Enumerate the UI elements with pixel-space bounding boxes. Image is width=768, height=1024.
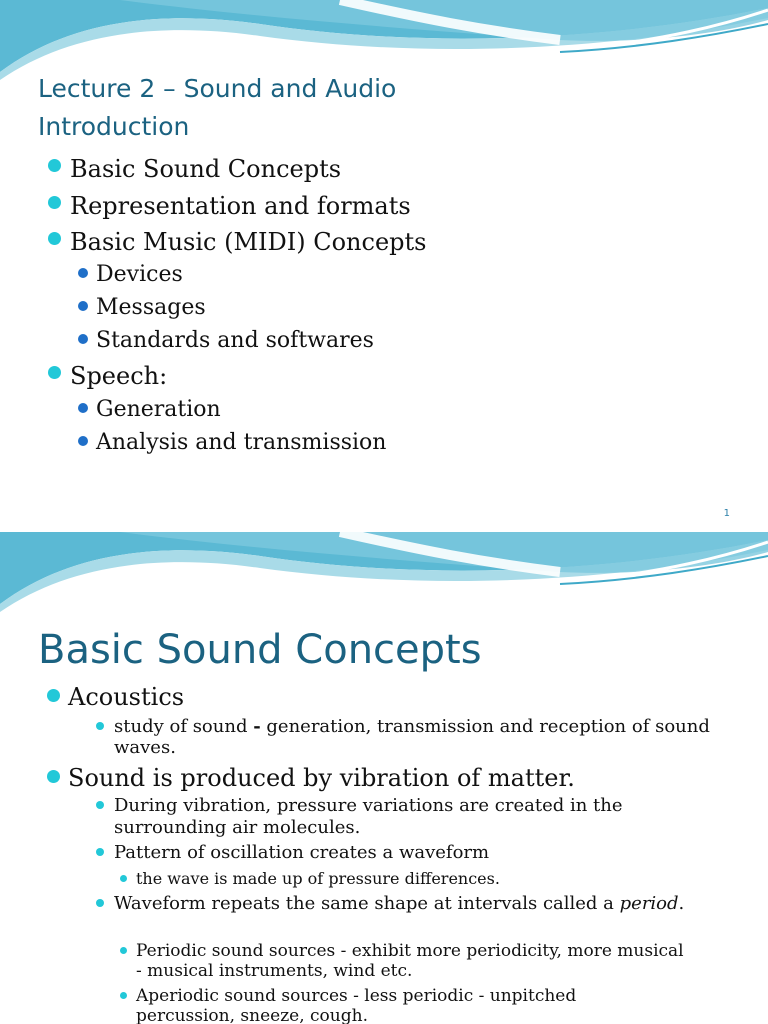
bullet-dot-icon [78, 268, 88, 278]
bullet-dot-icon [47, 689, 60, 702]
page-number: 1 [723, 508, 730, 519]
bullet-dot-icon [120, 992, 127, 999]
bullet-text: Sound is produced by vibration of matter. [68, 764, 575, 792]
bullet-text: Representation and formats [70, 192, 411, 220]
text-run-italic: period [619, 893, 679, 914]
bullet-text: Messages [96, 295, 206, 320]
bullet-dot-icon [96, 722, 104, 730]
bullet-text: Standards and softwares [96, 328, 374, 353]
bullet-dot-icon [48, 159, 61, 172]
bullet-text: Basic Music (MIDI) Concepts [70, 228, 427, 256]
bullet-dot-icon [96, 801, 104, 809]
bullet-text: Analysis and transmission [96, 430, 387, 455]
bullet-text: During vibration, pressure variations are created in the surrounding air molecules. [114, 795, 623, 838]
text-run: . [678, 893, 685, 914]
bullet-text [114, 893, 698, 915]
bullet-dot-icon [48, 366, 61, 379]
bullet-dot-icon [48, 232, 61, 245]
slide-2 [0, 532, 768, 1024]
text-run: generation, transmission and reception of sound waves. [114, 716, 710, 758]
text-run: study of sound [114, 716, 254, 737]
bullet-dot-icon [96, 848, 104, 856]
bullet-dot-icon [47, 770, 60, 783]
bullet-text: Pattern of oscillation creates a waveform [114, 842, 490, 863]
bullet-text: Aperiodic sound sources - less periodic - unpitched percussion, sneeze, cough. [136, 986, 577, 1024]
text-run-bold: - [253, 716, 261, 737]
bullet-dot-icon [78, 436, 88, 446]
bullet-dot-icon [120, 875, 127, 882]
bullet-text: Speech: [70, 362, 168, 390]
bullet-text [114, 716, 728, 758]
bullet-text: Devices [96, 262, 183, 287]
slide-title: Basic Sound Concepts [38, 627, 482, 673]
bullet-dot-icon [120, 947, 127, 954]
bullet-text: Generation [96, 397, 221, 422]
bullet-dot-icon [78, 403, 88, 413]
bullet-text: the wave is made up of pressure differences. [136, 869, 500, 888]
bullet-text: Periodic sound sources - exhibit more periodicity, more musical - musical instruments, wind etc. [136, 941, 684, 981]
bullet-dot-icon [48, 196, 61, 209]
bullet-text: Basic Sound Concepts [70, 155, 342, 183]
bullet-text: Acoustics [68, 683, 185, 711]
bullet-dot-icon [78, 334, 88, 344]
text-run: Waveform repeats the same shape at intervals called a [114, 893, 620, 914]
bullet-dot-icon [78, 301, 88, 311]
bullet-dot-icon [96, 899, 104, 907]
slide-title: Lecture 2 – Sound and Audio Introduction [38, 74, 397, 141]
